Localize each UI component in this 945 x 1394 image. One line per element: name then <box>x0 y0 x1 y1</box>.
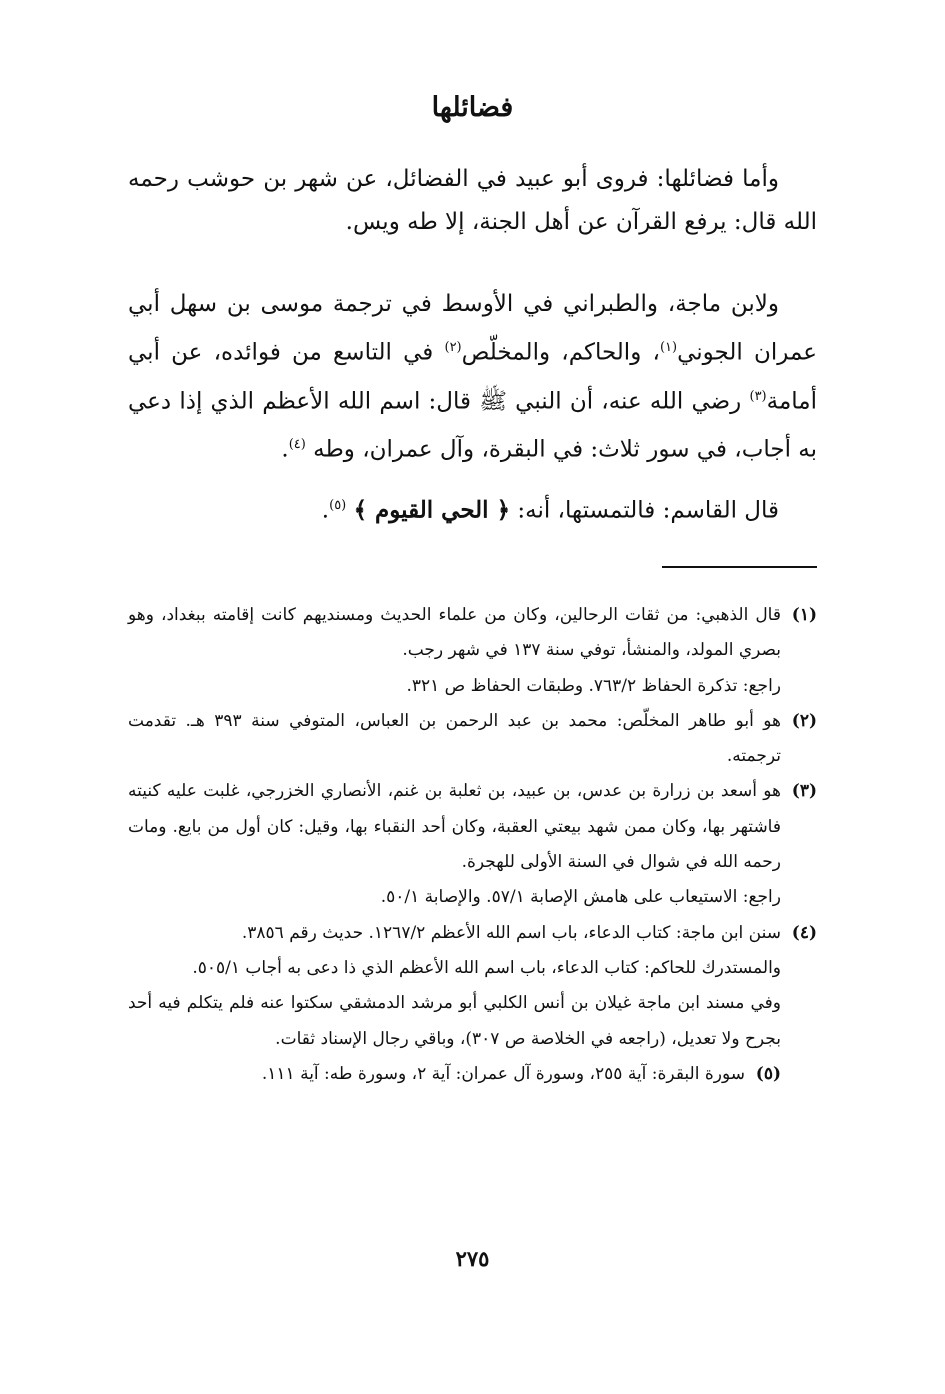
footnote-5-line-1: سورة البقرة: آية ٢٥٥، وسورة آل عمران: آية ٢، وسورة طه: آية ١١١. <box>261 1063 745 1084</box>
footnotes-section <box>128 598 817 1092</box>
footnote-4-line-3: وفي مسند ابن ماجة غيلان بن أنس الكلبي أبو مرشد الدمشقي سكتوا عنه فلم يتكلم فيه أحد بجرح ولا تعديل، (راجعه في الخلاصة ص ٣٠٧)، وباقي رجال الإسناد ثقات. <box>128 993 781 1049</box>
footnote-3-line-1: هو أسعد بن زرارة بن عدس، بن عبيد، بن ثعلبة بن غنم، الأنصاري الخزرجي، غلبت عليه كنيته فاشتهر بها، وكان ممن شهد بيعتي العقبة، وكان أحد النقباء بها، وقيل: كان أول من بايع. ومات رحمه الله في شوال في السنة الأولى للهجرة. <box>128 781 781 873</box>
footnote-1-line-2: راجع: تذكرة الحفاظ ٧٦٣/٢. وطبقات الحفاظ ص ٣٢١. <box>406 675 781 696</box>
paragraph-3-text <box>128 484 817 533</box>
paragraph-2-part-c: في التاسع من فوائده، عن أبي أمامة <box>128 339 817 415</box>
footnote-2 <box>128 704 817 775</box>
paragraph-qasim <box>128 484 817 533</box>
paragraph-3-part-a: قال القاسم: فالتمستها، أنه: <box>510 497 779 524</box>
footnote-1-number: (١) <box>791 605 817 625</box>
footnote-3 <box>128 774 817 915</box>
footnote-5-number: (٥) <box>755 1063 781 1084</box>
footnote-ref-5[interactable]: (٥) <box>329 498 347 513</box>
page-title: فضائلها <box>431 92 514 123</box>
paragraph-greatest-name <box>128 283 817 472</box>
paragraph-2-part-d: رضي الله عنه، أن النبي ﷺ قال: اسم الله الأعظم الذي إذا دعي به أجاب، في سور ثلاث: في البقرة، وآل عمران، وطه <box>128 388 817 463</box>
footnote-1-line-1: قال الذهبي: من ثقات الرحالين، وكان من علماء الحديث ومسنديهم كانت إقامته ببغداد، وهو بصري المولد، والمنشأ، توفي سنة ١٣٧ في شهر رجب. <box>128 605 781 661</box>
footnote-4 <box>128 916 817 1057</box>
page-number: ٢٧٥ <box>455 1246 490 1271</box>
footnote-ref-1[interactable]: (١) <box>659 340 678 355</box>
footnote-4-line-1: سنن ابن ماجة: كتاب الدعاء، باب اسم الله الأعظم ١٢٦٧/٢. حديث رقم ٣٨٥٦. <box>241 922 781 943</box>
paragraph-2-part-e: . <box>281 436 289 463</box>
footnote-2-number: (٢) <box>791 710 817 731</box>
footnote-1 <box>128 598 817 704</box>
footnote-ref-2[interactable]: (٢) <box>444 340 462 355</box>
footnote-ref-4[interactable]: (٤) <box>288 437 306 453</box>
paragraph-2-part-b: ، والحاكم، والمخلّص <box>461 339 660 366</box>
footnote-5 <box>128 1057 817 1092</box>
quran-quote: ﴿ الحي القيوم ﴾ <box>353 496 511 524</box>
footnote-4-line-2: والمستدرك للحاكم: كتاب الدعاء، باب اسم الله الأعظم الذي ذا دعى به أجاب ٥٠٥/١. <box>192 957 781 978</box>
paragraph-1-text: وأما فضائلها: فروى أبو عبيد في الفضائل، عن شهر بن حوشب رحمه الله قال: يرفع القرآن عن أهل الجنة، إلا طه ويس. <box>128 166 817 235</box>
footnote-3-line-2: راجع: الاستيعاب على هامش الإصابة ٥٧/١. والإصابة ٥٠/١. <box>380 887 781 908</box>
footnote-ref-3[interactable]: (٣) <box>749 388 767 404</box>
footnote-2-line-1: هو أبو طاهر المخلّص: محمد بن عبد الرحمن بن العباس، المتوفي سنة ٣٩٣ هـ. تقدمت ترجمته. <box>128 710 781 767</box>
paragraph-3-part-b: . <box>321 497 330 524</box>
paragraph-2-part-a: ولابن ماجة، والطبراني في الأوسط في ترجمة موسى بن سهل أبي عمران الجوني <box>128 291 817 366</box>
paragraph-virtues <box>128 158 817 244</box>
footnote-4-number: (٤) <box>791 922 817 943</box>
paragraph-2-text <box>128 283 817 472</box>
footnote-3-number: (٣) <box>791 781 817 802</box>
footnote-separator <box>662 566 817 568</box>
